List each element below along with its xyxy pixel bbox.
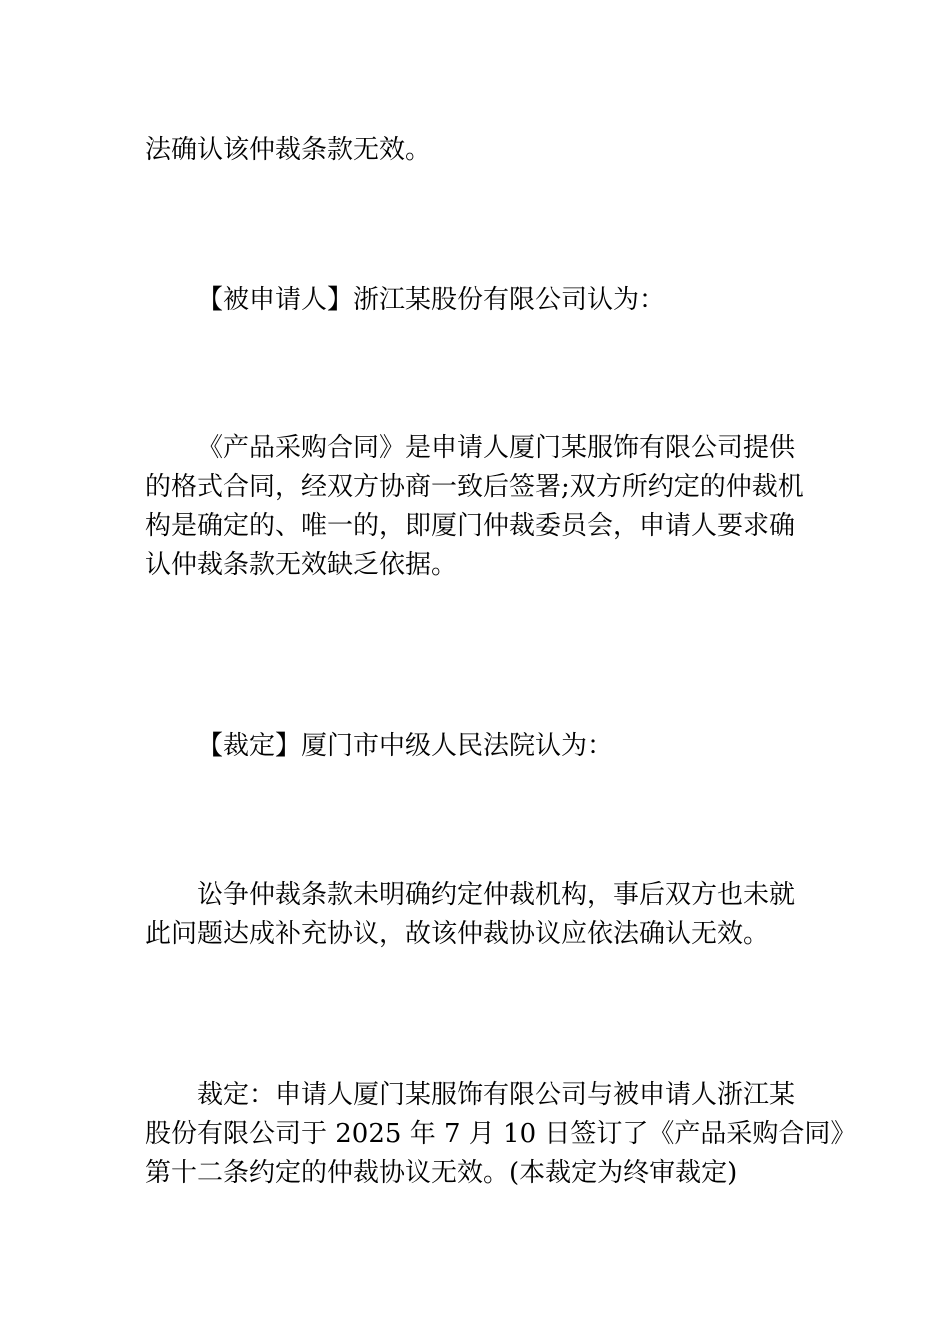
text-line: 讼争仲裁条款未明确约定仲裁机构，事后双方也未就 xyxy=(197,880,796,910)
text-line: 股份有限公司于 2025 年 7 月 10 日签订了《产品采购合同》 xyxy=(145,1119,857,1149)
paragraph-respondent-heading xyxy=(145,281,807,320)
text-line: 裁定：申请人厦门某服饰有限公司与被申请人浙江某 xyxy=(197,1080,796,1110)
paragraph-continuation xyxy=(145,131,807,170)
text-line: 法确认该仲裁条款无效。 xyxy=(145,135,432,165)
text-line: 【被申请人】浙江某股份有限公司认为： xyxy=(197,285,666,315)
text-line: 认仲裁条款无效缺乏依据。 xyxy=(145,550,458,580)
text-line: 第十二条约定的仲裁协议无效。(本裁定为终审裁定) xyxy=(145,1158,738,1188)
text-line: 的格式合同，经双方协商一致后签署;双方所约定的仲裁机 xyxy=(145,472,804,502)
text-line: 《产品采购合同》是申请人厦门某服饰有限公司提供 xyxy=(197,433,796,463)
text-line: 此问题达成补充协议，故该仲裁协议应依法确认无效。 xyxy=(145,919,770,949)
paragraph-respondent-argument xyxy=(145,429,807,585)
text-line: 【裁定】厦门市中级人民法院认为： xyxy=(197,731,614,761)
paragraph-ruling-heading xyxy=(145,727,807,766)
paragraph-court-reasoning xyxy=(145,876,807,954)
paragraph-ruling-text xyxy=(145,1076,857,1193)
text-line: 构是确定的、唯一的，即厦门仲裁委员会，申请人要求确 xyxy=(145,511,796,541)
